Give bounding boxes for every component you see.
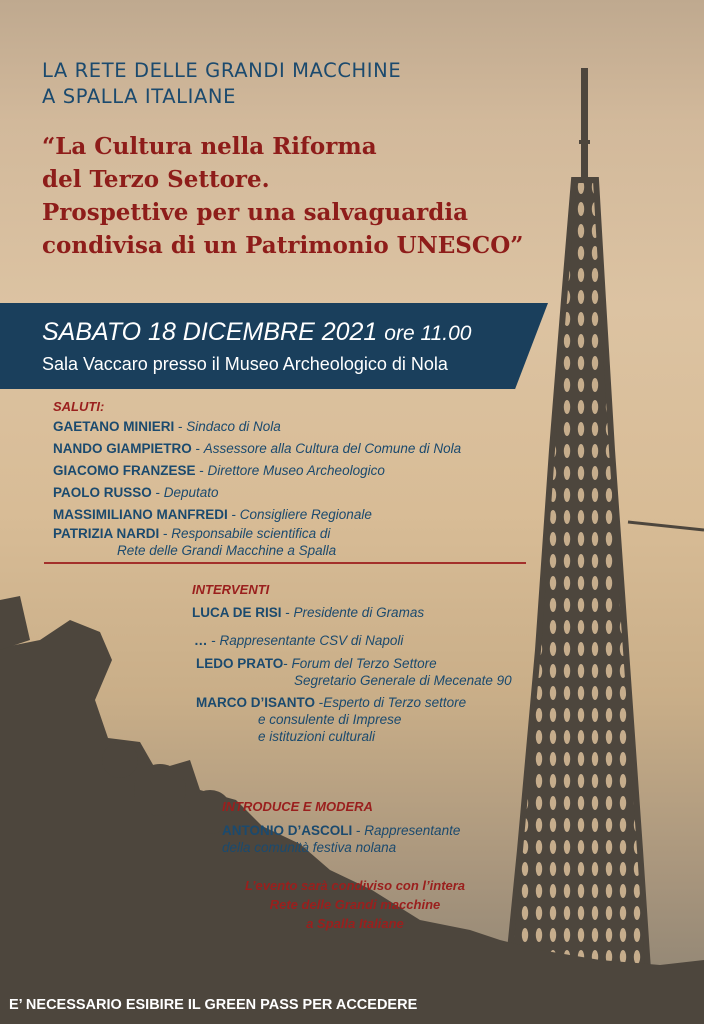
speaker-role: Assessore alla Cultura del Comune di Nola	[203, 441, 462, 456]
title-line: del Terzo Settore.	[42, 166, 270, 193]
speaker-role: Responsabile scientifica di	[171, 526, 331, 541]
speaker-name: LEDO PRATO	[196, 656, 284, 671]
closing-line: Rete delle Grandi macchine	[269, 897, 441, 912]
speaker-row: GIACOMO FRANZESE - Direttore Museo Archeologico	[53, 463, 385, 478]
green-pass-notice: E’ NECESSARIO ESIBIRE IL GREEN PASS PER ACCEDERE	[9, 997, 418, 1013]
event-date	[42, 318, 471, 347]
speaker-role: Esperto di Terzo settore	[323, 695, 467, 710]
speaker-name: …	[194, 633, 208, 648]
moderator-role: Rappresentante	[364, 823, 461, 838]
interventi-heading: INTERVENTI	[192, 582, 270, 597]
speaker-role: Direttore Museo Archeologico	[207, 463, 385, 478]
speaker-row: MARCO D’ISANTO -Esperto di Terzo settore e consulente di Imprese e istituzioni culturali	[196, 695, 467, 744]
speaker-role: Deputato	[163, 485, 219, 500]
speaker-row: LEDO PRATO- Forum del Terzo Settore Segretario Generale di Mecenate 90	[196, 656, 512, 688]
speaker-row: … - Rappresentante CSV di Napoli	[194, 633, 404, 648]
speaker-name: GAETANO MINIERI	[53, 419, 175, 434]
closing-line: L’evento sarà condiviso con l’intera	[244, 878, 466, 893]
speaker-role: Presidente di Gramas	[293, 605, 425, 620]
speaker-role: Forum del Terzo Settore	[291, 656, 437, 671]
speaker-row: PATRIZIA NARDI - Responsabile scientifica di Rete delle Grandi Macchine a Spalla	[53, 526, 337, 558]
closing-note	[205, 876, 505, 933]
organization-name	[42, 58, 401, 110]
title-line: Prospettive per una salvaguardia	[42, 199, 469, 226]
speaker-row: PAOLO RUSSO - Deputato	[53, 485, 219, 500]
speaker-name: MARCO D’ISANTO	[196, 695, 316, 710]
speaker-name: PAOLO RUSSO	[53, 485, 152, 500]
speaker-row: GAETANO MINIERI - Sindaco di Nola	[53, 419, 281, 434]
title-line: “La Cultura nella Riforma	[42, 133, 377, 160]
section-divider	[44, 562, 526, 564]
event-venue: Sala Vaccaro presso il Museo Archeologico di Nola	[42, 354, 448, 374]
speaker-role: Sindaco di Nola	[186, 419, 281, 434]
moderator-role-continued: della comunità festiva nolana	[222, 840, 397, 855]
organization-line-2: A SPALLA ITALIANE	[42, 85, 237, 108]
closing-line: a Spalla Italiane	[306, 916, 404, 931]
moderator-name: ANTONIO D’ASCOLI	[222, 823, 353, 838]
event-title	[42, 130, 582, 262]
speaker-name: NANDO GIAMPIETRO	[53, 441, 192, 456]
speaker-role-continued: Rete delle Grandi Macchine a Spalla	[117, 543, 337, 558]
speaker-row: MASSIMILIANO MANFREDI - Consigliere Regionale	[53, 507, 372, 522]
speaker-role-continued: e istituzioni culturali	[258, 729, 376, 744]
speaker-role-continued: e consulente di Imprese	[258, 712, 402, 727]
speaker-role-continued: Segretario Generale di Mecenate 90	[294, 673, 512, 688]
speaker-row: LUCA DE RISI - Presidente di Gramas	[192, 605, 425, 620]
speaker-role: Consigliere Regionale	[239, 507, 372, 522]
date-text: SABATO 18 DICEMBRE 2021	[42, 318, 378, 346]
speaker-name: MASSIMILIANO MANFREDI	[53, 507, 228, 522]
title-line: condivisa di un Patrimonio UNESCO”	[42, 232, 524, 259]
organization-line-1: LA RETE DELLE GRANDI MACCHINE	[42, 59, 402, 82]
speaker-name: GIACOMO FRANZESE	[53, 463, 196, 478]
speaker-row: NANDO GIAMPIETRO - Assessore alla Cultura del Comune di Nola	[53, 441, 462, 456]
speaker-name: PATRIZIA NARDI	[53, 526, 160, 541]
moderator-row: ANTONIO D’ASCOLI - Rappresentante della comunità festiva nolana	[222, 823, 461, 855]
speaker-role: Rappresentante CSV di Napoli	[219, 633, 404, 648]
time-text: ore 11.00	[384, 322, 472, 345]
speaker-name: LUCA DE RISI	[192, 605, 282, 620]
moderator-heading: INTRODUCE E MODERA	[222, 799, 373, 814]
saluti-heading: SALUTI:	[53, 399, 105, 414]
